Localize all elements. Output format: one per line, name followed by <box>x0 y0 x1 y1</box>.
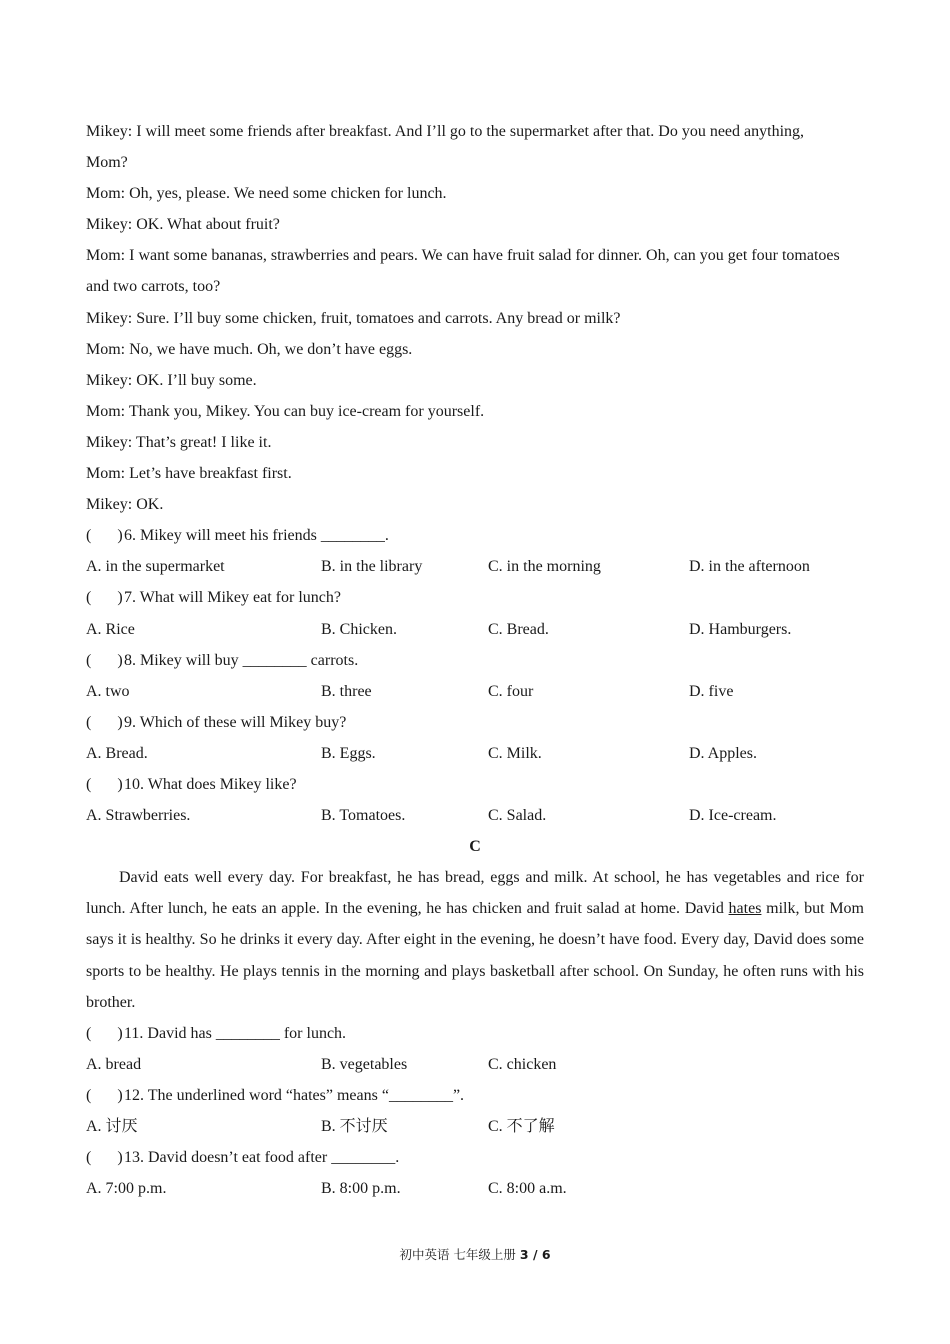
option-a[interactable]: A. two <box>86 682 130 700</box>
question-stem: ( )13. David doesn’t eat food after ________. <box>86 1142 864 1173</box>
option-b[interactable]: B. vegetables <box>321 1055 408 1073</box>
option-c[interactable]: C. chicken <box>488 1055 557 1073</box>
answer-blank[interactable]: ( ) <box>86 713 123 731</box>
dialogue-line: Mom: I want some bananas, strawberries and pears. We can have fruit salad for dinner. Oh, can you get four tomatoes <box>86 247 840 265</box>
option-a[interactable]: A. 讨厌 <box>86 1118 138 1135</box>
option-b[interactable]: B. Tomatoes. <box>321 807 406 825</box>
page-footer <box>0 1245 950 1263</box>
option-b[interactable]: B. 8:00 p.m. <box>321 1180 401 1198</box>
answer-blank[interactable]: ( ) <box>86 1149 123 1167</box>
option-d[interactable]: D. Apples. <box>689 744 757 762</box>
option-b[interactable]: B. Chicken. <box>321 620 397 638</box>
answer-blank[interactable]: ( ) <box>86 589 123 607</box>
option-c[interactable]: C. Salad. <box>488 807 547 825</box>
option-b[interactable]: B. three <box>321 682 372 700</box>
dialogue-line: Mikey: That’s great! I like it. <box>86 433 272 451</box>
question-stem: ( )10. What does Mikey like? <box>86 769 864 800</box>
option-a[interactable]: A. Strawberries. <box>86 807 191 825</box>
question-stem: ( )6. Mikey will meet his friends ________. <box>86 520 864 551</box>
dialogue-line: Mom: Let’s have breakfast first. <box>86 465 292 483</box>
questions-section-c <box>86 1018 864 1205</box>
option-a[interactable]: A. bread <box>86 1055 142 1073</box>
dialogue-line: Mikey: I will meet some friends after breakfast. And I’ll go to the supermarket after that. Do you need anything, <box>86 123 805 140</box>
question-options <box>86 614 864 645</box>
option-c[interactable]: C. four <box>488 682 534 700</box>
option-c[interactable]: C. in the morning <box>488 558 601 576</box>
dialogue-block <box>86 116 864 520</box>
answer-blank[interactable]: ( ) <box>86 1024 123 1042</box>
dialogue-line: Mom: Thank you, Mikey. You can buy ice-cream for yourself. <box>86 402 485 420</box>
option-b[interactable]: B. in the library <box>321 558 423 576</box>
option-c[interactable]: C. Bread. <box>488 620 549 638</box>
dialogue-line: Mikey: OK. I’ll buy some. <box>86 371 257 389</box>
section-heading: C <box>469 838 481 856</box>
underlined-word: hates <box>728 900 762 918</box>
question-options <box>86 1049 864 1080</box>
option-d[interactable]: D. Hamburgers. <box>689 620 792 638</box>
question-options <box>86 1173 864 1204</box>
reading-passage: David eats well every day. For breakfast, he has bread, eggs and milk. At school, he has vegetables and rice for lunch. After lunch, he eats an apple. In the evening, he has chicken and fruit salad at home. David hates milk, but Mom says it is healthy. So he drinks it every day. After eight in the evening, he doesn’t have food. Every day, David does some sports to be healthy. He plays tennis in the morning and plays basketball after school. On Sunday, he often runs with his brother. <box>86 869 864 1011</box>
option-a[interactable]: A. 7:00 p.m. <box>86 1180 167 1198</box>
option-a[interactable]: A. Rice <box>86 620 135 638</box>
answer-blank[interactable]: ( ) <box>86 775 123 793</box>
option-b[interactable]: B. 不讨厌 <box>321 1118 388 1135</box>
dialogue-line: Mikey: OK. <box>86 496 164 514</box>
option-d[interactable]: D. Ice-cream. <box>689 807 777 825</box>
dialogue-line: Mikey: OK. What about fruit? <box>86 216 280 234</box>
question-options <box>86 551 864 582</box>
dialogue-line: Mom: Oh, yes, please. We need some chicken for lunch. <box>86 185 447 203</box>
question-stem: ( )9. Which of these will Mikey buy? <box>86 707 864 738</box>
dialogue-line: and two carrots, too? <box>86 278 221 296</box>
question-options <box>86 1111 864 1142</box>
question-options <box>86 738 864 769</box>
question-options <box>86 800 864 831</box>
dialogue-line: Mikey: Sure. I’ll buy some chicken, fruit, tomatoes and carrots. Any bread or milk? <box>86 309 621 327</box>
option-a[interactable]: A. Bread. <box>86 744 148 762</box>
page-number: 3 / 6 <box>519 1247 551 1262</box>
question-stem: ( )7. What will Mikey eat for lunch? <box>86 582 864 613</box>
option-c[interactable]: C. 不了解 <box>488 1118 555 1135</box>
option-b[interactable]: B. Eggs. <box>321 744 376 762</box>
dialogue-line: Mom? <box>86 154 128 172</box>
questions-section-b <box>86 520 864 831</box>
option-c[interactable]: C. Milk. <box>488 744 542 762</box>
option-c[interactable]: C. 8:00 a.m. <box>488 1180 567 1198</box>
footer-label: 初中英语 七年级上册 <box>399 1247 520 1262</box>
page-content <box>86 116 864 1204</box>
option-d[interactable]: D. in the afternoon <box>689 558 810 576</box>
option-d[interactable]: D. five <box>689 682 734 700</box>
dialogue-line: Mom: No, we have much. Oh, we don’t have eggs. <box>86 340 413 358</box>
question-stem: ( )12. The underlined word “hates” means “________”. <box>86 1080 864 1111</box>
answer-blank[interactable]: ( ) <box>86 1086 123 1104</box>
question-stem: ( )8. Mikey will buy ________ carrots. <box>86 645 864 676</box>
option-a[interactable]: A. in the supermarket <box>86 558 225 576</box>
question-stem: ( )11. David has ________ for lunch. <box>86 1018 864 1049</box>
answer-blank[interactable]: ( ) <box>86 527 123 545</box>
answer-blank[interactable]: ( ) <box>86 651 123 669</box>
question-options <box>86 676 864 707</box>
